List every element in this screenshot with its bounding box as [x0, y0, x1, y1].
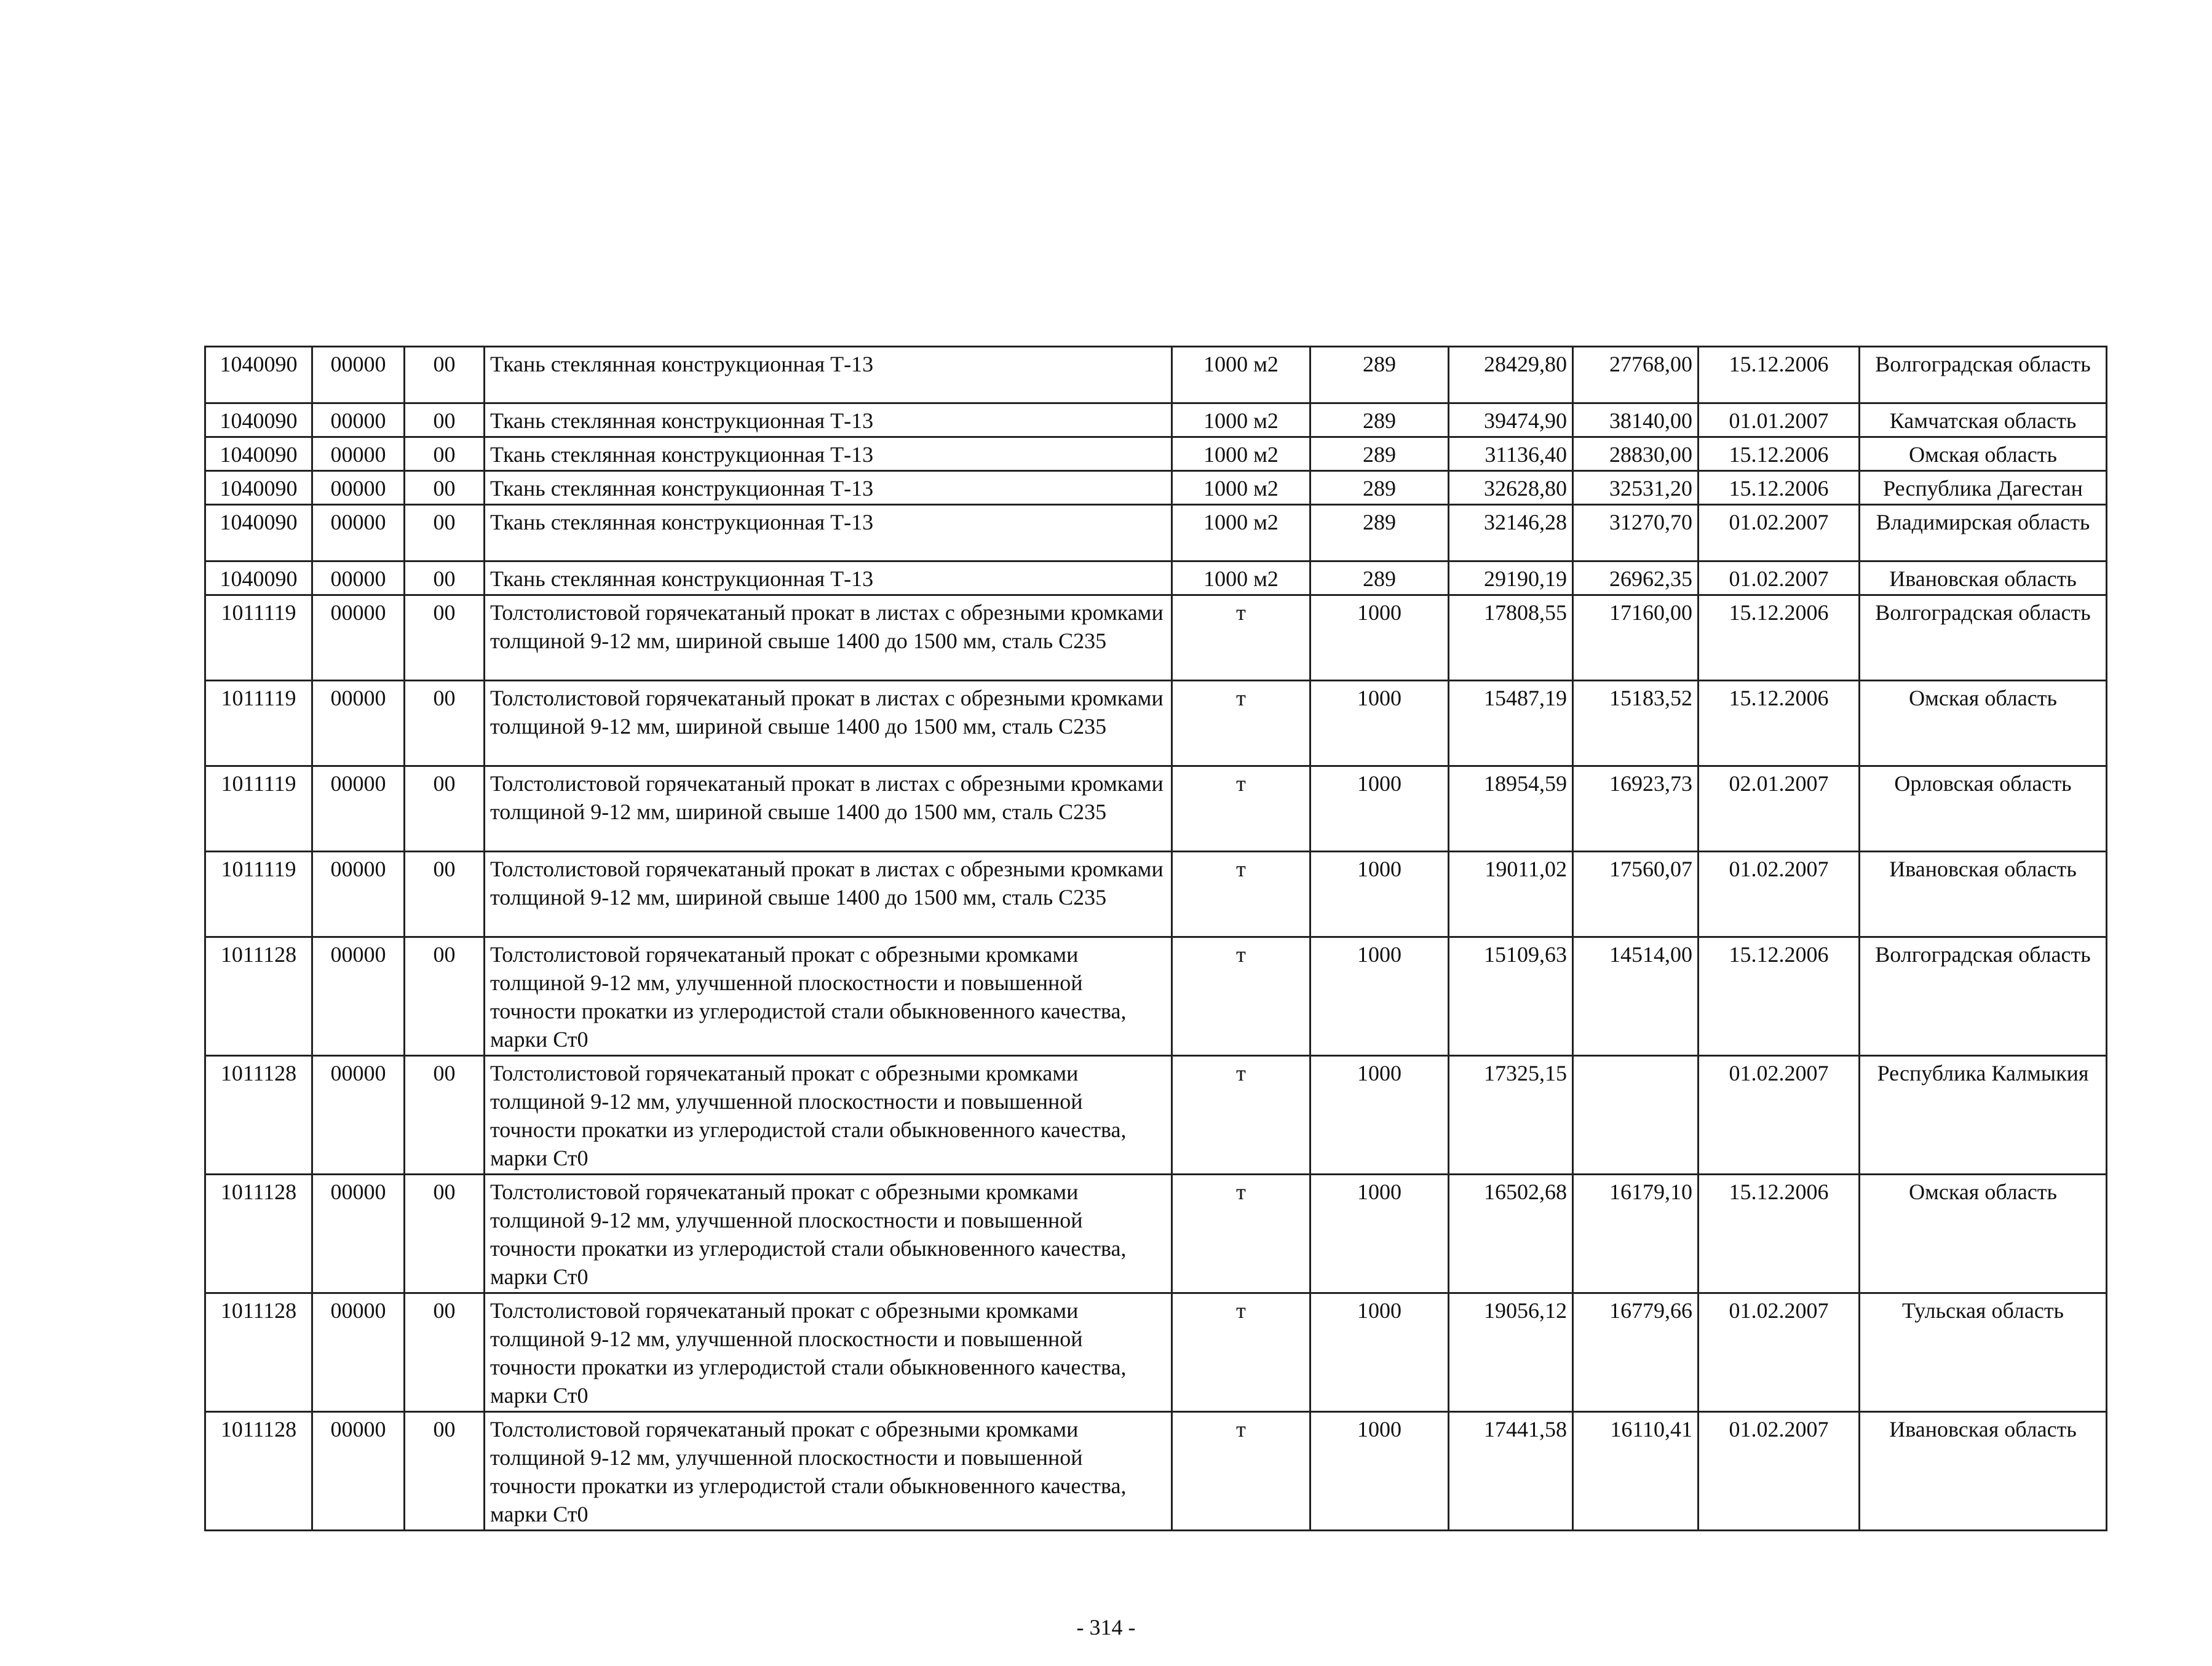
sub-code-cell: 00000 — [312, 1056, 405, 1175]
price-cell: 29190,19 — [1449, 561, 1573, 595]
table-row — [205, 471, 2107, 505]
price-alt-cell: 38140,00 — [1573, 403, 1699, 437]
price-alt-cell: 16923,73 — [1573, 766, 1699, 852]
sub-code-cell: 00000 — [312, 1175, 405, 1293]
price-alt-cell: 15183,52 — [1573, 681, 1699, 766]
region-cell: Ивановская область — [1860, 852, 2107, 937]
region-cell: Волгоградская область — [1860, 347, 2107, 403]
code-cell: 1011119 — [205, 681, 312, 766]
name-cell: Ткань стеклянная конструкционная Т-13 — [485, 403, 1172, 437]
page-number: - 314 - — [1076, 1615, 1136, 1640]
price-cell: 31136,40 — [1449, 437, 1573, 471]
code-cell: 1040090 — [205, 505, 312, 561]
region-cell: Ивановская область — [1860, 561, 2107, 595]
unit-code-cell: 289 — [1310, 403, 1449, 437]
date-cell: 15.12.2006 — [1699, 437, 1860, 471]
name-cell: Толстолистовой горячекатаный прокат с обрезными кромками толщиной 9-12 мм, улучшенной плоскостности и повышенной точности прокатки из углеродистой стали обыкновенного качества, марки Ст0 — [485, 1412, 1172, 1531]
region-cell: Орловская область — [1860, 766, 2107, 852]
code-cell: 1040090 — [205, 437, 312, 471]
table-row — [205, 595, 2107, 681]
region-cell: Волгоградская область — [1860, 937, 2107, 1056]
date-cell: 15.12.2006 — [1699, 937, 1860, 1056]
unit-cell: т — [1172, 681, 1310, 766]
table-row — [205, 505, 2107, 561]
price-cell: 19056,12 — [1449, 1293, 1573, 1412]
sub-code-2-cell: 00 — [405, 1412, 485, 1531]
unit-cell: т — [1172, 1056, 1310, 1175]
sub-code-cell: 00000 — [312, 561, 405, 595]
sub-code-cell: 00000 — [312, 595, 405, 681]
code-cell: 1040090 — [205, 471, 312, 505]
unit-code-cell: 289 — [1310, 471, 1449, 505]
unit-code-cell: 1000 — [1310, 937, 1449, 1056]
sub-code-cell: 00000 — [312, 1293, 405, 1412]
date-cell: 01.02.2007 — [1699, 852, 1860, 937]
region-cell: Владимирская область — [1860, 505, 2107, 561]
sub-code-2-cell: 00 — [405, 1293, 485, 1412]
region-cell: Тульская область — [1860, 1293, 2107, 1412]
name-cell: Ткань стеклянная конструкционная Т-13 — [485, 437, 1172, 471]
table-row — [205, 1175, 2107, 1293]
sub-code-2-cell: 00 — [405, 471, 485, 505]
price-cell: 17441,58 — [1449, 1412, 1573, 1531]
price-alt-cell: 16779,66 — [1573, 1293, 1699, 1412]
table-row — [205, 681, 2107, 766]
price-alt-cell: 26962,35 — [1573, 561, 1699, 595]
code-cell: 1040090 — [205, 561, 312, 595]
sub-code-2-cell: 00 — [405, 1056, 485, 1175]
name-cell: Толстолистовой горячекатаный прокат в листах с обрезными кромками толщиной 9-12 мм, шириной свыше 1400 до 1500 мм, сталь С235 — [485, 852, 1172, 937]
code-cell: 1040090 — [205, 403, 312, 437]
date-cell: 15.12.2006 — [1699, 471, 1860, 505]
region-cell: Омская область — [1860, 1175, 2107, 1293]
code-cell: 1011119 — [205, 595, 312, 681]
table-row — [205, 766, 2107, 852]
price-cell: 17808,55 — [1449, 595, 1573, 681]
unit-cell: 1000 м2 — [1172, 437, 1310, 471]
unit-code-cell: 1000 — [1310, 681, 1449, 766]
price-cell: 28429,80 — [1449, 347, 1573, 403]
code-cell: 1011128 — [205, 1412, 312, 1531]
table-row — [205, 937, 2107, 1056]
price-alt-cell: 17160,00 — [1573, 595, 1699, 681]
unit-cell: т — [1172, 1293, 1310, 1412]
unit-code-cell: 289 — [1310, 437, 1449, 471]
price-alt-cell: 28830,00 — [1573, 437, 1699, 471]
code-cell: 1011128 — [205, 937, 312, 1056]
price-alt-cell: 14514,00 — [1573, 937, 1699, 1056]
price-cell: 15487,19 — [1449, 681, 1573, 766]
sub-code-cell: 00000 — [312, 937, 405, 1056]
sub-code-2-cell: 00 — [405, 403, 485, 437]
date-cell: 15.12.2006 — [1699, 1175, 1860, 1293]
unit-code-cell: 1000 — [1310, 852, 1449, 937]
sub-code-cell: 00000 — [312, 471, 405, 505]
date-cell: 01.02.2007 — [1699, 1056, 1860, 1175]
name-cell: Ткань стеклянная конструкционная Т-13 — [485, 561, 1172, 595]
code-cell: 1011128 — [205, 1056, 312, 1175]
name-cell: Ткань стеклянная конструкционная Т-13 — [485, 505, 1172, 561]
name-cell: Толстолистовой горячекатаный прокат с обрезными кромками толщиной 9-12 мм, улучшенной плоскостности и повышенной точности прокатки из углеродистой стали обыкновенного качества, марки Ст0 — [485, 1056, 1172, 1175]
price-alt-cell: 31270,70 — [1573, 505, 1699, 561]
price-cell: 32146,28 — [1449, 505, 1573, 561]
sub-code-2-cell: 00 — [405, 852, 485, 937]
date-cell: 02.01.2007 — [1699, 766, 1860, 852]
price-cell: 19011,02 — [1449, 852, 1573, 937]
unit-code-cell: 1000 — [1310, 1056, 1449, 1175]
code-cell: 1011128 — [205, 1175, 312, 1293]
sub-code-2-cell: 00 — [405, 937, 485, 1056]
code-cell: 1011119 — [205, 852, 312, 937]
name-cell: Толстолистовой горячекатаный прокат в листах с обрезными кромками толщиной 9-12 мм, шириной свыше 1400 до 1500 мм, сталь С235 — [485, 595, 1172, 681]
sub-code-2-cell: 00 — [405, 1175, 485, 1293]
region-cell: Камчатская область — [1860, 403, 2107, 437]
sub-code-2-cell: 00 — [405, 766, 485, 852]
name-cell: Ткань стеклянная конструкционная Т-13 — [485, 471, 1172, 505]
name-cell: Толстолистовой горячекатаный прокат с обрезными кромками толщиной 9-12 мм, улучшенной плоскостности и повышенной точности прокатки из углеродистой стали обыкновенного качества, марки Ст0 — [485, 1175, 1172, 1293]
code-cell: 1040090 — [205, 347, 312, 403]
table-row — [205, 347, 2107, 403]
date-cell: 01.01.2007 — [1699, 403, 1860, 437]
price-cell: 39474,90 — [1449, 403, 1573, 437]
price-cell: 18954,59 — [1449, 766, 1573, 852]
date-cell: 01.02.2007 — [1699, 1293, 1860, 1412]
price-cell: 17325,15 — [1449, 1056, 1573, 1175]
name-cell: Ткань стеклянная конструкционная Т-13 — [485, 347, 1172, 403]
table-row — [205, 1056, 2107, 1175]
price-cell: 16502,68 — [1449, 1175, 1573, 1293]
name-cell: Толстолистовой горячекатаный прокат с обрезными кромками толщиной 9-12 мм, улучшенной плоскостности и повышенной точности прокатки из углеродистой стали обыкновенного качества, марки Ст0 — [485, 1293, 1172, 1412]
unit-cell: т — [1172, 937, 1310, 1056]
sub-code-2-cell: 00 — [405, 681, 485, 766]
unit-cell: 1000 м2 — [1172, 471, 1310, 505]
unit-code-cell: 1000 — [1310, 1412, 1449, 1531]
region-cell: Ивановская область — [1860, 1412, 2107, 1531]
name-cell: Толстолистовой горячекатаный прокат с обрезными кромками толщиной 9-12 мм, улучшенной плоскостности и повышенной точности прокатки из углеродистой стали обыкновенного качества, марки Ст0 — [485, 937, 1172, 1056]
sub-code-2-cell: 00 — [405, 595, 485, 681]
unit-cell: т — [1172, 766, 1310, 852]
region-cell: Омская область — [1860, 437, 2107, 471]
region-cell: Республика Калмыкия — [1860, 1056, 2107, 1175]
table-row — [205, 852, 2107, 937]
table-row — [205, 437, 2107, 471]
unit-cell: 1000 м2 — [1172, 347, 1310, 403]
unit-code-cell: 289 — [1310, 347, 1449, 403]
unit-cell: 1000 м2 — [1172, 561, 1310, 595]
price-alt-cell — [1573, 1056, 1699, 1175]
name-cell: Толстолистовой горячекатаный прокат в листах с обрезными кромками толщиной 9-12 мм, шириной свыше 1400 до 1500 мм, сталь С235 — [485, 681, 1172, 766]
unit-cell: т — [1172, 1175, 1310, 1293]
sub-code-2-cell: 00 — [405, 561, 485, 595]
unit-cell: т — [1172, 852, 1310, 937]
unit-code-cell: 1000 — [1310, 766, 1449, 852]
unit-cell: 1000 м2 — [1172, 505, 1310, 561]
date-cell: 01.02.2007 — [1699, 1412, 1860, 1531]
date-cell: 15.12.2006 — [1699, 347, 1860, 403]
price-cell: 15109,63 — [1449, 937, 1573, 1056]
region-cell: Омская область — [1860, 681, 2107, 766]
price-alt-cell: 16110,41 — [1573, 1412, 1699, 1531]
date-cell: 15.12.2006 — [1699, 595, 1860, 681]
unit-code-cell: 1000 — [1310, 1293, 1449, 1412]
sub-code-2-cell: 00 — [405, 437, 485, 471]
unit-cell: т — [1172, 595, 1310, 681]
unit-code-cell: 1000 — [1310, 595, 1449, 681]
date-cell: 15.12.2006 — [1699, 681, 1860, 766]
price-alt-cell: 27768,00 — [1573, 347, 1699, 403]
sub-code-cell: 00000 — [312, 403, 405, 437]
sub-code-2-cell: 00 — [405, 347, 485, 403]
table-row — [205, 561, 2107, 595]
price-alt-cell: 17560,07 — [1573, 852, 1699, 937]
table-row — [205, 1412, 2107, 1531]
sub-code-cell: 00000 — [312, 681, 405, 766]
unit-code-cell: 1000 — [1310, 1175, 1449, 1293]
table-row — [205, 1293, 2107, 1412]
price-alt-cell: 32531,20 — [1573, 471, 1699, 505]
sub-code-cell: 00000 — [312, 505, 405, 561]
sub-code-cell: 00000 — [312, 347, 405, 403]
sub-code-cell: 00000 — [312, 766, 405, 852]
sub-code-cell: 00000 — [312, 1412, 405, 1531]
date-cell: 01.02.2007 — [1699, 505, 1860, 561]
unit-code-cell: 289 — [1310, 561, 1449, 595]
unit-cell: 1000 м2 — [1172, 403, 1310, 437]
name-cell: Толстолистовой горячекатаный прокат в листах с обрезными кромками толщиной 9-12 мм, шириной свыше 1400 до 1500 мм, сталь С235 — [485, 766, 1172, 852]
region-cell: Волгоградская область — [1860, 595, 2107, 681]
unit-cell: т — [1172, 1412, 1310, 1531]
price-cell: 32628,80 — [1449, 471, 1573, 505]
sub-code-2-cell: 00 — [405, 505, 485, 561]
sub-code-cell: 00000 — [312, 852, 405, 937]
date-cell: 01.02.2007 — [1699, 561, 1860, 595]
code-cell: 1011119 — [205, 766, 312, 852]
sub-code-cell: 00000 — [312, 437, 405, 471]
unit-code-cell: 289 — [1310, 505, 1449, 561]
price-alt-cell: 16179,10 — [1573, 1175, 1699, 1293]
table-row — [205, 403, 2107, 437]
code-cell: 1011128 — [205, 1293, 312, 1412]
region-cell: Республика Дагестан — [1860, 471, 2107, 505]
price-table — [204, 346, 2107, 1531]
